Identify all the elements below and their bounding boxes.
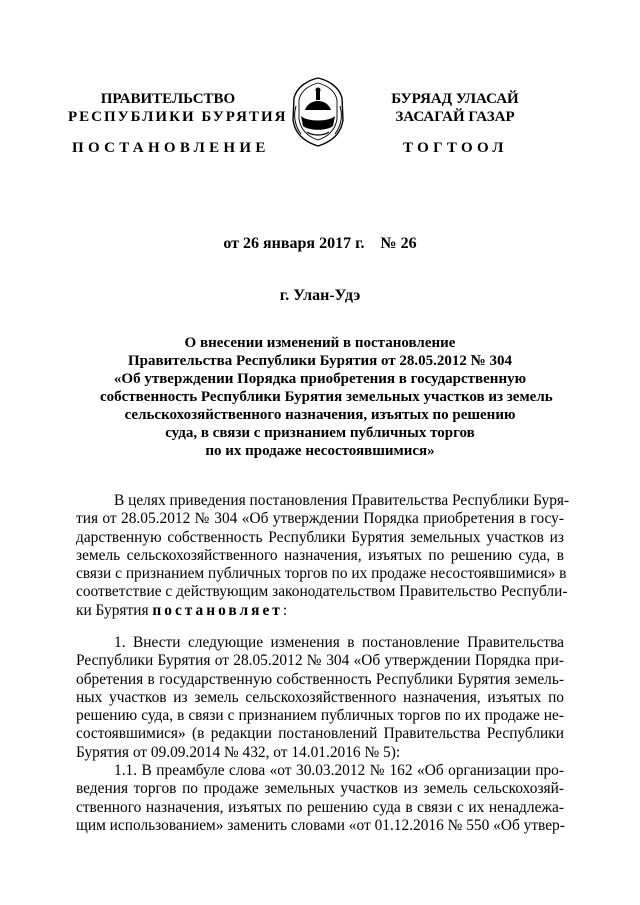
- body-line: связи с признанием публичных торгов по их продаже несостоявшимися» в: [76, 565, 567, 583]
- header-left-line-2: РЕСПУБЛИКИ БУРЯТИЯ: [68, 109, 288, 125]
- body-line: тия от 28.05.2012 № 304 «Об утверждении Порядка приобретения в госу-: [76, 510, 564, 528]
- body-line: 1.1. В преамбуле слова «от 30.03.2012 № 162 «Об организации про-: [114, 762, 564, 780]
- city: г. Улан-Удэ: [279, 287, 361, 304]
- header-right-line-2: ЗАСАГАЙ ГАЗАР: [395, 109, 515, 125]
- paragraph-preamble: [76, 492, 570, 620]
- body-line: [76, 602, 564, 620]
- body-line: Бурятия от 09.09.2014 № 432, от 14.01.2016 № 5):: [76, 743, 401, 761]
- resolution-word: постановляет: [152, 601, 283, 619]
- body-line: Республики Бурятия от 28.05.2012 № 304 «Об утверждении Порядка при-: [76, 652, 564, 670]
- coat-of-arms-icon: [287, 76, 349, 148]
- document-date: от 26 января 2017 г.: [223, 235, 365, 252]
- body-line: обретения в государственную собственность Республики Бурятия земель-: [76, 670, 564, 688]
- subject-line: сельскохозяйственного назначения, изъятых по решению: [124, 407, 516, 423]
- header-left-line-1: ПРАВИТЕЛЬСТВО: [100, 91, 236, 107]
- doc-type-left: ПОСТАНОВЛЕНИЕ: [72, 140, 270, 156]
- subject-line: О внесении изменений в постановление: [184, 335, 456, 351]
- header-right: [355, 90, 555, 126]
- body-line: щим использованием» заменить словами «от 01.12.2016 № 550 «Об утвер-: [76, 816, 565, 834]
- body-line: ственного назначения, изъятых по решению суда в связи с их ненадлежа-: [76, 798, 564, 816]
- body-line: В целях приведения постановления Правительства Республики Буря-: [114, 492, 570, 509]
- body-line: решению суда, в связи с признанием публичных торгов по их продаже не-: [76, 707, 564, 725]
- subject-line: Правительства Республики Бурятия от 28.05.2012 № 304: [127, 353, 512, 369]
- body-text: :: [282, 601, 288, 619]
- body-line: соответствие с действующим законодательством Правительство Республи-: [76, 583, 568, 601]
- body-line: ведения торгов по продаже земельных участков из земель сельскохозяй-: [76, 780, 564, 798]
- subject-line: собственность Республики Бурятия земельных участков из земель: [100, 389, 553, 405]
- document-subject: [100, 334, 553, 460]
- body-text: ки Бурятия: [76, 601, 153, 619]
- paragraph-amendments: [76, 634, 564, 835]
- subject-line: по их продаже несостоявшимися»: [205, 443, 435, 459]
- body-line: ных участков из земель сельскохозяйственного назначения, изъятых по: [76, 688, 564, 706]
- body-line: 1. Внести следующие изменения в постановление Правительства: [114, 634, 564, 651]
- header-right-line-1: БУРЯАД УЛАСАЙ: [391, 91, 519, 107]
- subject-line: суда, в связи с признанием публичных торгов: [165, 425, 475, 441]
- date-line: [0, 235, 640, 253]
- document-number: № 26: [380, 235, 417, 252]
- doc-type-right: ТОГТООЛ: [403, 140, 508, 156]
- body-line: земель сельскохозяйственного назначения, изъятых по решению суда, в: [76, 546, 564, 564]
- header-left: [68, 90, 288, 126]
- body-line: состоявшимися» (в редакции постановлений Правительства Республики: [76, 725, 564, 743]
- subject-line: «Об утверждении Порядка приобретения в государственную: [113, 371, 527, 387]
- body-line: дарственную собственность Республики Бурятия земельных участков из: [76, 528, 564, 546]
